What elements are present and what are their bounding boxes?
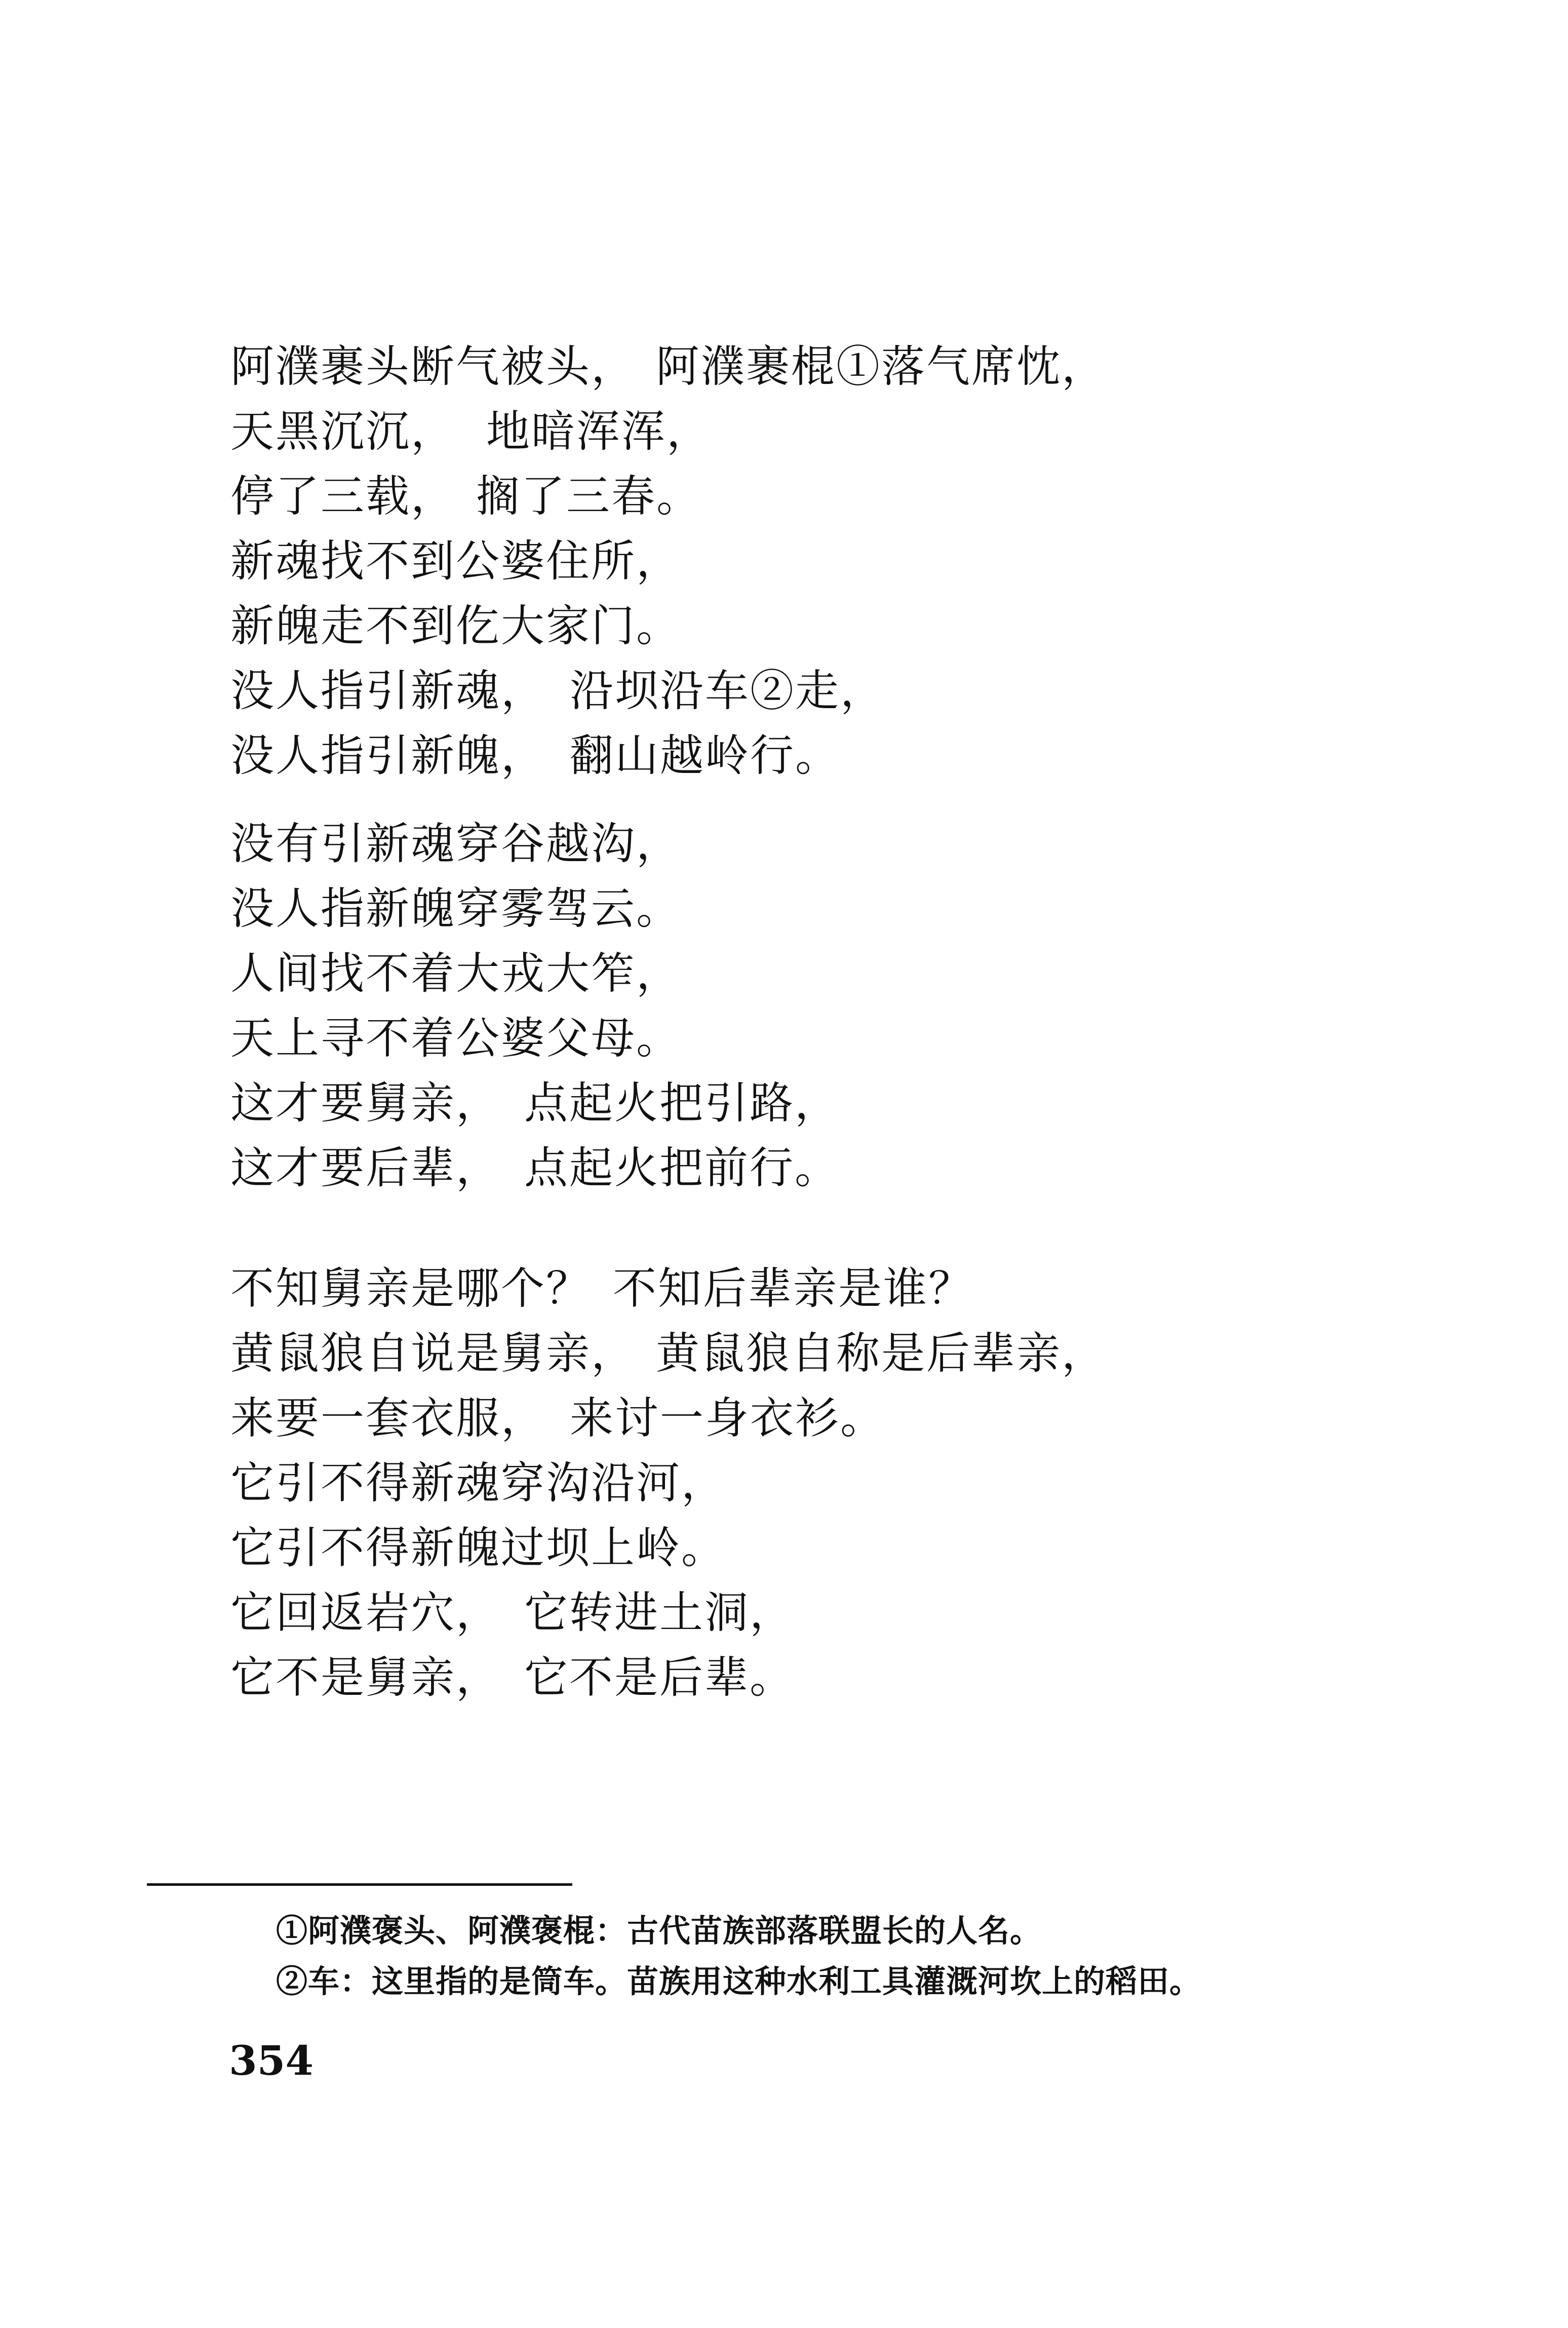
- verse-first-half: 这才要后辈，: [230, 1143, 501, 1193]
- verse-second-half: 黄鼠狼自称是后辈亲，: [656, 1328, 1107, 1379]
- verse-second-half: 它不是后辈。: [524, 1652, 795, 1703]
- verse-first-half: 天黑沉沉，: [230, 406, 456, 457]
- stanza-1: [230, 334, 1395, 788]
- verse-line: [230, 1645, 1395, 1710]
- verse-line: [230, 1580, 1395, 1645]
- verse-line: [230, 1006, 1395, 1071]
- verse-first-half: 天上寻不着公婆父母。: [230, 1013, 681, 1064]
- footnote-2: ②车：这里指的是筒车。苗族用这种水利工具灌溉河坎上的稻田。: [276, 1963, 1202, 2000]
- verse-line: [230, 811, 1395, 876]
- verse-first-half: 阿濮裹头断气被头，: [230, 341, 636, 392]
- verse-line: [230, 723, 1395, 788]
- verse-first-half: 没有引新魂穿谷越沟，: [230, 819, 681, 869]
- verse-first-half: 它回返岩穴，: [230, 1587, 501, 1638]
- verse-line: [230, 529, 1395, 594]
- verse-line: [230, 1256, 1395, 1321]
- verse-first-half: 它不是舅亲，: [230, 1652, 501, 1703]
- verse-first-half: 不知舅亲是哪个？: [230, 1263, 591, 1314]
- verse-second-half: 翻山越岭行。: [570, 730, 840, 781]
- verse-line: [230, 464, 1395, 529]
- verse-line: [230, 1321, 1395, 1386]
- verse-line: [230, 399, 1395, 464]
- verse-line: [230, 334, 1395, 399]
- verse-first-half: 新魂找不到公婆住所，: [230, 536, 681, 587]
- verse-second-half: 搁了三春。: [476, 471, 701, 522]
- verse-first-half: 黄鼠狼自说是舅亲，: [230, 1328, 636, 1379]
- footnote-divider: [147, 1883, 572, 1886]
- verse-line: [230, 1516, 1395, 1580]
- verse-line: [230, 594, 1395, 658]
- verse-first-half: 没人指引新魄，: [230, 730, 546, 781]
- verse-second-half: 点起火把前行。: [524, 1143, 840, 1193]
- verse-first-half: 新魄走不到仡大家门。: [230, 601, 681, 651]
- verse-second-half: 阿濮裹棍①落气席忱，: [656, 341, 1107, 392]
- verse-second-half: 点起火把引路，: [524, 1078, 840, 1129]
- verse-first-half: 没人指引新魂，: [230, 666, 546, 716]
- verse-second-half: 沿坝沿车②走，: [570, 666, 885, 716]
- verse-first-half: 停了三载，: [230, 471, 456, 522]
- verse-second-half: 不知后辈亲是谁？: [613, 1263, 973, 1314]
- page-number: 354: [229, 2037, 313, 2084]
- stanza-2: [230, 811, 1395, 1200]
- verse-first-half: 没人指新魄穿雾驾云。: [230, 883, 681, 934]
- verse-first-half: 它引不得新魄过坝上岭。: [230, 1523, 726, 1573]
- verse-line: [230, 941, 1395, 1006]
- verse-first-half: 这才要舅亲，: [230, 1078, 501, 1129]
- verse-line: [230, 1071, 1395, 1136]
- footnote-1: ①阿濮褒头、阿濮褒棍：古代苗族部落联盟长的人名。: [276, 1912, 1042, 1949]
- stanza-3: [230, 1256, 1395, 1710]
- verse-second-half: 地暗浑浑，: [486, 406, 712, 457]
- verse-second-half: 来讨一身衣衫。: [570, 1393, 885, 1444]
- verse-first-half: 人间找不着大戎大笮，: [230, 948, 681, 999]
- verse-line: [230, 658, 1395, 723]
- verse-second-half: 它转进土洞，: [524, 1587, 795, 1638]
- verse-line: [230, 1451, 1395, 1516]
- verse-first-half: 它引不得新魂穿沟沿河，: [230, 1458, 726, 1508]
- verse-line: [230, 1136, 1395, 1200]
- footnotes: [276, 1906, 1441, 2007]
- verse-line: [230, 876, 1395, 941]
- verse-first-half: 来要一套衣服，: [230, 1393, 546, 1444]
- verse-line: [230, 1386, 1395, 1451]
